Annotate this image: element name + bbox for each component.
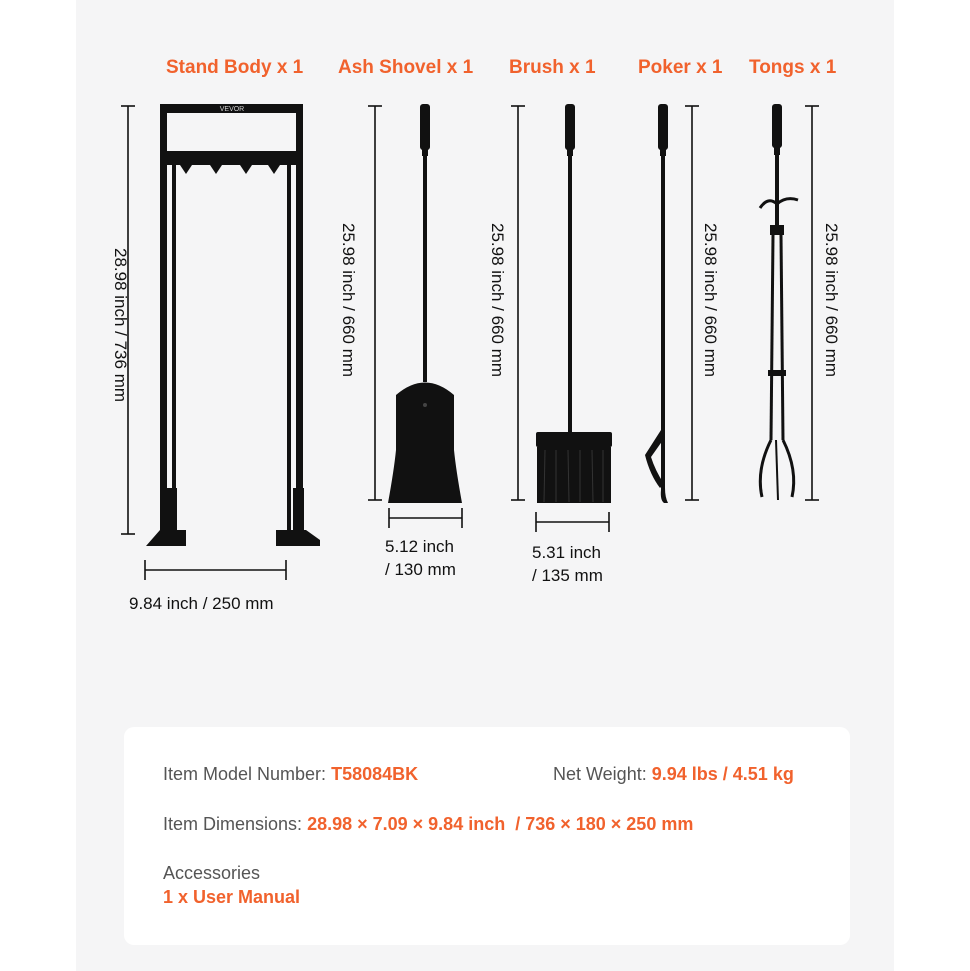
shovel-length-label: 25.98 inch / 660 mm [339, 222, 358, 378]
shovel-length-dimension [368, 106, 382, 500]
stand-width-dimension [145, 560, 286, 580]
brush-width-dimension [536, 512, 609, 532]
model-number-label: Item Model Number: [163, 764, 327, 784]
item-dimensions-value: 28.98 × 7.09 × 9.84 inch / 736 × 180 × 250 mm [307, 814, 694, 834]
brand-logo: VEVOR [219, 106, 245, 113]
spec-card [124, 727, 850, 945]
stand-title: Stand Body x 1 [166, 57, 304, 78]
item-dimensions-row [163, 814, 693, 835]
poker-length-dimension [685, 106, 699, 500]
brush [536, 104, 612, 503]
brush-width-line2: / 135 mm [532, 566, 603, 585]
accessories-label: Accessories [163, 863, 261, 883]
ash-shovel [388, 104, 462, 503]
brush-width-line1: 5.31 inch [532, 543, 601, 562]
model-number-row [163, 764, 418, 785]
brush-length-label: 25.98 inch / 660 mm [488, 222, 507, 378]
brush-length-dimension [511, 106, 525, 500]
poker-length-label: 25.98 inch / 660 mm [701, 222, 720, 378]
shovel-title: Ash Shovel x 1 [338, 57, 474, 78]
shovel-width-dimension [389, 508, 462, 528]
net-weight-row [553, 764, 794, 785]
shovel-width-line2: / 130 mm [385, 560, 456, 579]
shovel-width-line1: 5.12 inch [385, 537, 454, 556]
stand-body [146, 104, 320, 546]
shovel-width-label [385, 535, 456, 581]
poker [645, 104, 668, 503]
stand-height-label: 28.98 inch / 736 mm [111, 247, 130, 403]
model-number-value: T58084BK [331, 764, 419, 784]
tongs-title: Tongs x 1 [749, 57, 837, 78]
tongs-length-label: 25.98 inch / 660 mm [822, 222, 841, 378]
brush-title: Brush x 1 [509, 57, 596, 78]
brush-width-label [532, 541, 603, 587]
stand-width-label: 9.84 inch / 250 mm [129, 594, 274, 613]
accessories-value: 1 x User Manual [163, 887, 301, 907]
tongs-length-dimension [805, 106, 819, 500]
net-weight-label: Net Weight: [553, 764, 647, 784]
item-dimensions-label: Item Dimensions: [163, 814, 303, 834]
net-weight-value: 9.94 lbs / 4.51 kg [651, 764, 794, 784]
poker-title: Poker x 1 [638, 57, 723, 78]
tongs [760, 104, 798, 500]
